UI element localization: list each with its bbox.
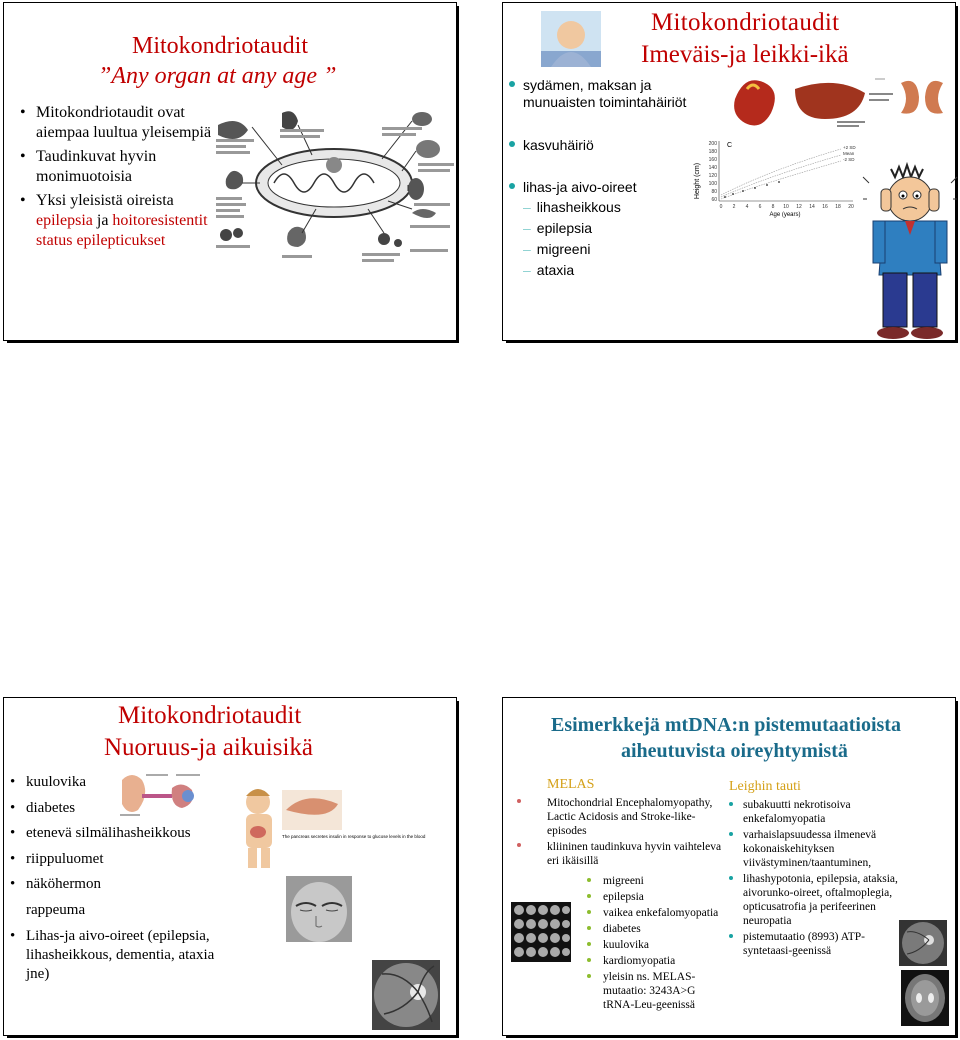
retina-fundus-photo: [372, 960, 440, 1030]
chart-panel-label: C: [727, 142, 733, 149]
list-item: lihas-ja aivo-oireet: [509, 179, 709, 196]
tick-label: 60: [711, 197, 717, 203]
highlight-status: hoitoresistentit status epilepticukset: [36, 212, 208, 249]
tick-label: 200: [708, 141, 717, 147]
slide4-title-line1: Esimerkkejä mtDNA:n pistemutaatioista: [551, 714, 901, 736]
sub-item: – migreeni: [523, 241, 591, 257]
tick-label: 120: [708, 173, 717, 179]
slide1-subtitle: ”Any organ at any age ”: [98, 63, 337, 89]
tick-label: 6: [758, 204, 762, 210]
slide4-title-line2: aiheutuvista oireyhtymistä: [621, 740, 848, 762]
legend-label: -2 SD: [843, 157, 855, 162]
slide-4: [502, 697, 956, 1036]
sub-item: – lihasheikkous: [523, 199, 621, 215]
list-item: pistemutaatio (8993) ATP-syntetaasi-geenissä: [729, 930, 889, 958]
bullet-dot: [509, 81, 515, 87]
slide3-title: Mitokondriotaudit: [118, 702, 302, 729]
tick-label: 4: [745, 204, 749, 210]
pancreas-caption: The pancreas secretes insulin in response to glucose levels in the blood: [282, 834, 426, 839]
tick-label: 8: [771, 204, 775, 210]
list-item: • kuulovika: [6, 770, 236, 796]
bullet-dot: [509, 183, 515, 189]
growth-chart: [693, 135, 863, 217]
slide-3: [3, 697, 457, 1036]
list-item: Mitochondrial Encephalomyopathy, Lactic Acidosis and Stroke-like-episodes: [547, 796, 727, 838]
tick-label: 14: [809, 204, 815, 210]
chart-xlabel: Age (years): [769, 212, 801, 218]
tick-label: 100: [708, 181, 717, 187]
sub-item: – ataxia: [523, 262, 575, 278]
list-item: subakuutti nekrotisoiva enkefalomyopatia: [729, 798, 889, 826]
tick-label: 0: [719, 204, 723, 210]
ear-anatomy-image: [116, 770, 206, 820]
highlight-epilepsia: epilepsia: [36, 212, 93, 229]
slide1-title: Mitokondriotaudit: [132, 33, 308, 59]
slide-1: [3, 2, 457, 341]
symptom-item: diabetes: [547, 922, 727, 936]
list-item: lihashypotonia, epilepsia, ataksia, aivorunko-oireet, oftalmoplegia, opticusatrofia ja perifeerinen neuropatia: [729, 872, 919, 928]
tick-label: 140: [708, 165, 717, 171]
slide2-title: Mitokondriotaudit: [651, 9, 840, 36]
list-item: varhaislapsuudessa ilmenevä kokonaiskehityksen viivästyminen/taantuminen,: [729, 828, 901, 870]
tick-label: 16: [822, 204, 828, 210]
tick-label: 20: [848, 204, 854, 210]
slide3-subtitle: Nuoruus-ja aikuisikä: [104, 734, 313, 761]
list-item: • etenevä silmälihasheikkous: [6, 821, 236, 847]
symptom-item: epilepsia: [547, 890, 727, 904]
list-item: kliininen taudinkuva hyvin vaihteleva eri ikäisillä: [547, 840, 727, 868]
list-item: • riippuluomet: [6, 847, 236, 873]
slide1-bullets: [16, 103, 216, 255]
legend-label: Mean: [843, 151, 855, 156]
tick-label: 80: [711, 189, 717, 195]
list-item: • Mitokondriotaudit ovat aiempaa luultua yleisempiä: [16, 103, 216, 143]
tick-label: 12: [796, 204, 802, 210]
symptom-item: yleisin ns. MELAS-mutaatio: 3243A>G tRNA-Leu-geenissä: [547, 970, 707, 1012]
symptom-item: kardiomyopatia: [547, 954, 727, 968]
chart-ylabel: Height (cm): [694, 162, 701, 200]
symptom-item: kuulovika: [547, 938, 727, 952]
tick-label: 2: [732, 204, 736, 210]
ptosis-face-photo: [286, 876, 352, 942]
list-item: • diabetes: [6, 796, 236, 822]
bullet-dot: [517, 799, 521, 803]
sub-item: – epilepsia: [523, 220, 593, 236]
symptom-item: vaikea enkefalomyopatia: [547, 906, 727, 920]
mri-scan-grid: [511, 902, 571, 962]
symptom-item: migreeni: [547, 874, 727, 888]
tick-label: 160: [708, 157, 717, 163]
list-item: • Lihas-ja aivo-oireet (epilepsia, lihasheikkous, dementia, ataxia jne): [6, 927, 216, 984]
bullet-text: Yksi yleisistä oireista: [36, 192, 174, 209]
list-item: [16, 191, 216, 251]
melas-heading: MELAS: [547, 777, 595, 792]
organs-illustration: [725, 69, 955, 131]
fundus-photo: [899, 920, 947, 966]
melas-column: [547, 778, 727, 1012]
worried-boy-cartoon: [863, 163, 957, 341]
leigh-heading: Leighin tauti: [729, 779, 801, 794]
tick-label: 180: [708, 149, 717, 155]
mitochondria-organ-diagram: [212, 105, 456, 275]
child-pancreas-illustration: [236, 786, 426, 868]
slide-2: [502, 2, 956, 341]
bullet-text: ja: [92, 212, 113, 229]
baby-photo: [541, 11, 601, 67]
list-item: kasvuhäiriö: [509, 137, 709, 154]
bullet-dot: [517, 843, 521, 847]
brain-mri-image: [901, 970, 949, 1026]
list-item: sydämen, maksan ja munuaisten toimintahäiriöt: [509, 77, 709, 111]
bullet-dot: [509, 141, 515, 147]
slide2-subtitle: Imeväis-ja leikki-ikä: [641, 41, 849, 68]
tick-label: 10: [783, 204, 789, 210]
list-item: • näköhermon: [6, 872, 236, 898]
list-item: • Taudinkuvat hyvin monimuotoisia: [16, 147, 216, 187]
sub-list: [523, 197, 621, 281]
legend-label: +2 SD: [843, 145, 856, 150]
list-item-continued: rappeuma: [26, 901, 86, 918]
tick-label: 18: [835, 204, 841, 210]
